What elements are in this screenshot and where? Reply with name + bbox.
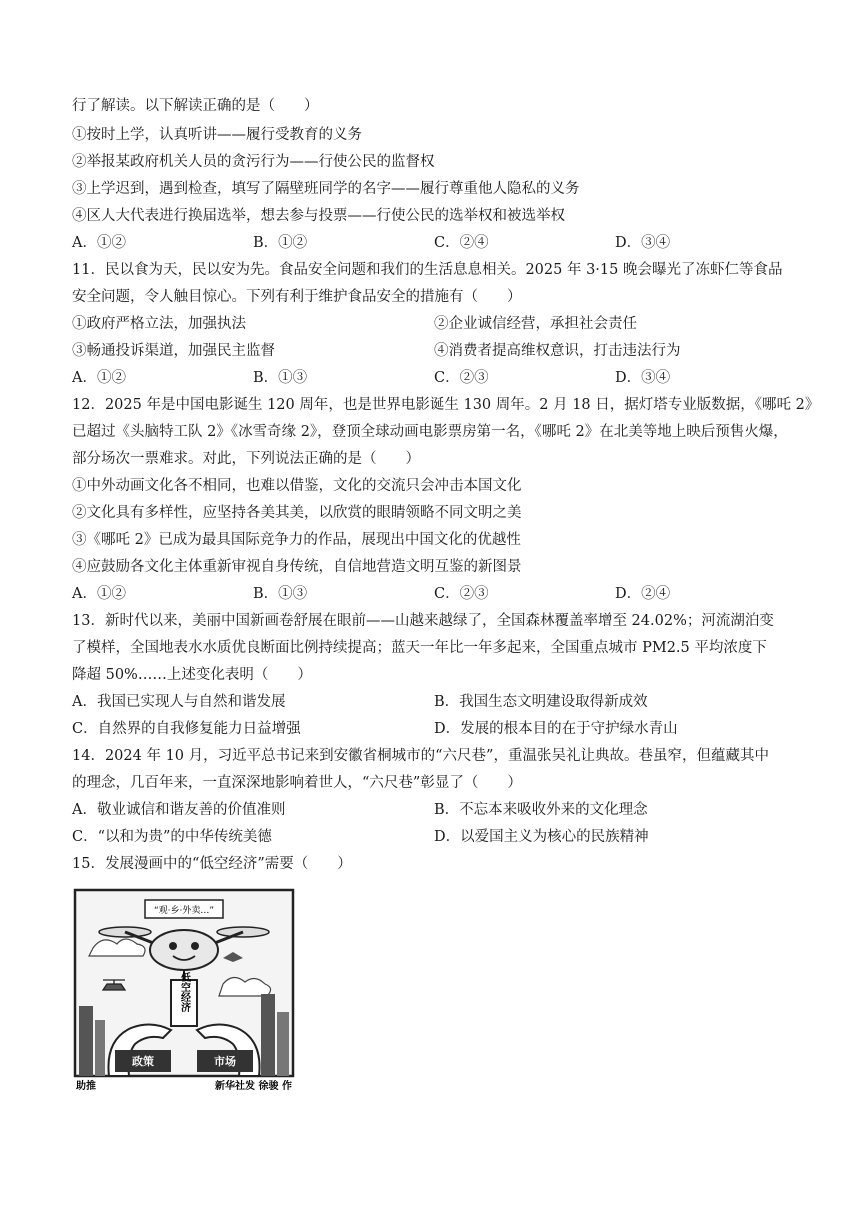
q12-stem-line-3: 部分场次一票难求。对此，下列说法正确的是（ ） (72, 451, 420, 467)
q13-option-a: A．我国已实现人与自然和谐发展 (72, 694, 286, 710)
q11-option-b: B．①③ (253, 370, 308, 386)
q11-statement-1: ①政府严格立法，加强执法 (72, 316, 246, 332)
q12-statement-1: ①中外动画文化各不相同，也难以借鉴，文化的交流只会冲击本国文化 (72, 478, 522, 494)
q10-option-c: C．②④ (434, 235, 489, 251)
q11-option-a: A．①② (72, 370, 126, 386)
q11-statement-4: ④消费者提高维权意识，打击违法行为 (434, 343, 681, 359)
building-right-2 (277, 1012, 289, 1076)
q12-statement-3: ③《哪吒 2》已成为最具国际竞争力的作品，展现出中国文化的优越性 (72, 532, 521, 548)
cartoon-caption-right: 新华社发 徐骏 作 (215, 1081, 292, 1092)
q10-statement-4: ④区人大代表进行换届选举，想去参与投票——行使公民的选举权和被选举权 (72, 208, 565, 224)
q12-option-d: D．②④ (615, 586, 671, 602)
q10-statement-1: ①按时上学，认真听讲——履行受教育的义务 (72, 127, 362, 143)
q13-stem-line-3: 降超 50%……上述变化表明（ ） (72, 667, 312, 683)
q13-option-b: B．我国生态文明建设取得新成效 (434, 694, 648, 710)
building-left-1 (79, 1006, 93, 1076)
q12-statement-2: ②文化具有多样性，应坚持各美其美，以欣赏的眼睛领略不同文明之美 (72, 505, 522, 521)
q13-stem-line-2: 了模样，全国地表水水质优良断面比例持续提高；蓝天一年比一年多起来，全国重点城市 PM2.5 平均浓度下 (72, 640, 767, 656)
q13-option-c: C．自然界的自我修复能力日益增强 (72, 721, 301, 737)
q11-statement-2: ②企业诚信经营，承担社会责任 (434, 316, 637, 332)
q10-option-d: D．③④ (615, 235, 671, 251)
cuff-left-label: 政策 (132, 1055, 154, 1068)
q14-option-c: C．“以和为贵”的中华传统美德 (72, 829, 272, 845)
q15-stem: 15．发展漫画中的“低空经济”需要（ ） (72, 856, 352, 872)
q10-option-a: A．①② (72, 235, 126, 251)
drone-body-icon (150, 930, 218, 970)
building-left-2 (95, 1020, 105, 1076)
package-label: 低空经济 (178, 972, 190, 1012)
drone-eye-right-icon (191, 942, 199, 950)
q12-stem-line-1: 12．2025 年是中国电影诞生 120 周年，也是世界电影诞生 130 周年。2 月 18 日，据灯塔专业版数据，《哪吒 2》 (72, 397, 820, 413)
cartoon-illustration (73, 888, 295, 1092)
q11-stem-line-1: 11．民以食为天，民以安为先。食品安全问题和我们的生活息息相关。2025 年 3·15 晚会曝光了冻虾仁等食品 (72, 262, 783, 278)
q14-option-d: D．以爱国主义为核心的民族精神 (434, 829, 649, 845)
q11-option-d: D．③④ (615, 370, 671, 386)
q12-option-b: B．①③ (253, 586, 308, 602)
cuff-right-label: 市场 (214, 1055, 236, 1068)
q14-option-b: B．不忘本来吸收外来的文化理念 (434, 802, 648, 818)
q12-statement-4: ④应鼓励各文化主体重新审视自身传统，自信地营造文明互鉴的新图景 (72, 559, 522, 575)
q12-option-c: C．②③ (434, 586, 489, 602)
q11-option-c: C．②③ (434, 370, 489, 386)
q11-stem-line-2: 安全问题，令人触目惊心。下列有利于维护食品安全的措施有（ ） (72, 289, 522, 305)
q14-stem-line-1: 14．2024 年 10 月，习近平总书记来到安徽省桐城市的“六尺巷”，重温张吴礼让典故。巷虽窄，但蕴藏其中 (72, 748, 769, 764)
q10-stem: 行了解读。以下解读正确的是（ ） (72, 98, 319, 114)
q10-statement-2: ②举报某政府机关人员的贪污行为——行使公民的监督权 (72, 154, 435, 170)
q10-statement-3: ③上学迟到，遇到检查，填写了隔壁班同学的名字——履行尊重他人隐私的义务 (72, 181, 580, 197)
q12-option-a: A．①② (72, 586, 126, 602)
cartoon-caption-left: 助推 (76, 1081, 96, 1092)
q11-statement-3: ③畅通投诉渠道，加强民主监督 (72, 343, 275, 359)
q12-stem-line-2: 已超过《头脑特工队 2》《冰雪奇缘 2》，登顶全球动画电影票房第一名，《哪吒 2》在北美等地上映后预售火爆， (72, 424, 788, 440)
building-right-1 (261, 994, 275, 1076)
q13-stem-line-1: 13．新时代以来，美丽中国新画卷舒展在眼前——山越来越绿了，全国森林覆盖率增至 24.02%；河流湖泊变 (72, 613, 774, 629)
q14-stem-line-2: 的理念，几百年来，一直深深地影响着世人，“六尺巷”彰显了（ ） (72, 775, 522, 791)
q13-option-d: D．发展的根本目的在于守护绿水青山 (434, 721, 678, 737)
low-altitude-economy-cartoon (73, 888, 295, 1092)
drone-banner-text: “观·乡·外卖…” (153, 906, 215, 916)
q14-option-a: A．敬业诚信和谐友善的价值准则 (72, 802, 286, 818)
q10-option-b: B．①② (253, 235, 308, 251)
drone-eye-left-icon (169, 942, 177, 950)
